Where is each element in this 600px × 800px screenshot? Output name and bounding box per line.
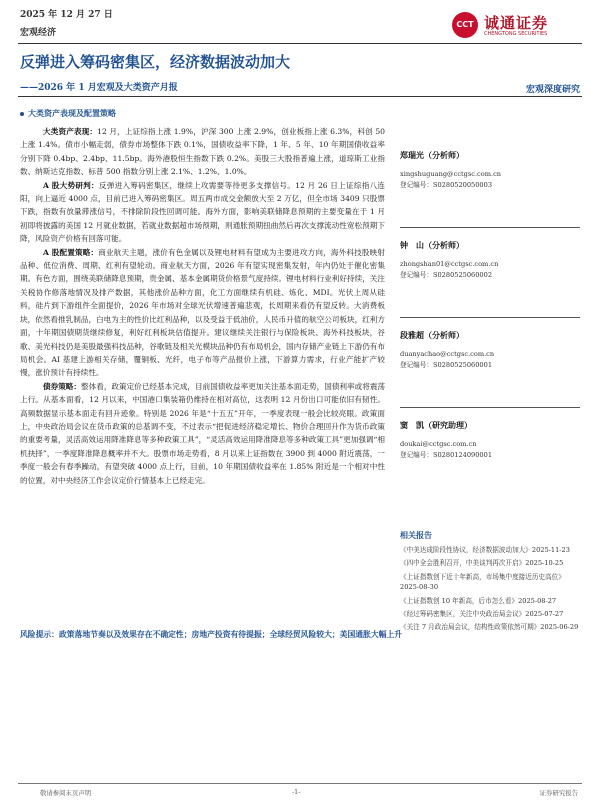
analyst-email[interactable]: xingshuguang@cctgsc.com.cn <box>400 170 502 178</box>
main-content <box>20 108 385 487</box>
related-heading: 相关报告 <box>400 530 432 540</box>
report-date: 2025 年 12 月 27 日 <box>20 10 113 20</box>
paragraph-text: 商业航天主题，涨价有色金属以及锂电材料有望成为主要进攻方向，海外科技股映射品种、低位消费、周期、红利有望轮动。商业航天方面，2026 年有望实现密集发射，年内仍处于催化密集期。有色方面，围绕美联储降息预期，贵金属、基本金属期货价格景气度持续。锂电材料行业利好持续，关注关税协作修落地情况及排产数据，其他涨价品种方面，化工方面继续有机硅、炼化、MDI。光伏上周从硅料，硅片到下游组件全面提价，2026 年市场对全球光伏增速普遍悲观，长周期来看仍有望反转。大消费板块，依然看推乳制品，白电为主的性价比红利品种，以及受益于低油价，人民币升值的航空公司板块，红利方面，十年期国债期货继续修复，利好红利板块估值提升。建议继续关注银行与保险板块、海外科技板块，谷歌、美光科技仍是美股最强科技品种，谷歌链及相关光模块品种仍有布局机会，国内存储产业链上下游仍有布局机会。AI 基建上游相关存储，覆铜板、光纤，电子布等产品报价上涨，下游算力需求，行业产能扩产较慢，涨价预计有持续性。 <box>20 247 385 378</box>
analyst-divider <box>400 407 580 408</box>
analyst-name: 段雅超（分析师） <box>400 330 464 340</box>
paragraph-bond-strategy <box>20 380 385 487</box>
paragraph-lead: A 股大势研判： <box>43 180 99 190</box>
bullet-icon <box>20 112 24 116</box>
analyst-divider <box>400 227 580 228</box>
analyst-registration: 登记编号：S0280124090001 <box>400 450 493 459</box>
header-divider <box>18 43 582 44</box>
related-report-link[interactable]: 《中美达成阶段性协议，经济数据波动加大》2025-11-23 <box>400 546 570 554</box>
analyst-name: 钟 山（分析师） <box>400 240 464 250</box>
paragraph-asset-performance <box>20 125 385 179</box>
related-report-link[interactable]: 《上证指数创 10 年新高，后市怎么看》2025-08-27 <box>400 596 557 605</box>
footer-divider <box>18 783 582 784</box>
risk-warning: 风险提示：政策落地节奏以及效果存在不确定性；房地产投资有待提振；全球经贸风险较大；美国通胀大幅上升 <box>20 630 403 639</box>
paragraph-lead: A 股配置策略： <box>43 247 99 257</box>
paragraph-text: 反弹进入筹码密集区，继续上攻需要等待更多支撑信号。12 月 26 日上证综指八连阳，向上逼近 4000 点，目前已进入筹码密集区。周五两市成交金额放大至 2 万亿，但全市场 3409 只股票下跌，指数有放量滞涨信号，不排除阶段性回调可能。海外方面，影响美联储降息预期的主要变量在于 1 月初即将披露的美国 12 月就业数据，若就业数据超市场预期，则通胀预期扭曲然后再次支撑流动性宽松预期下降，风险资产价格有回落可能。 <box>20 180 385 244</box>
related-report-link[interactable]: 《经过筹码密集区，关注中央政治局会议》2025-07-27 <box>400 610 564 619</box>
footer-label: 证券研究报告 <box>539 789 578 797</box>
section-heading <box>20 108 385 119</box>
report-type: 宏观深度研究 <box>525 85 580 95</box>
analyst-email[interactable]: zhongshan01@cctgsc.com.cn <box>400 260 499 268</box>
related-report-link[interactable]: 《上证指数创下近十年新高，市场集中度接近历史高位》2025-08-30 <box>400 572 565 592</box>
company-logo <box>452 10 562 42</box>
page-number: -1- <box>292 788 301 796</box>
analyst-divider <box>400 317 580 318</box>
analyst-registration: 登记编号：S0280525060001 <box>400 360 493 369</box>
paragraph-text: 12 月，上证综指上涨 1.9%，沪深 300 上涨 2.9%，创业板指上涨 6.3%，科创 50 上涨 1.4%。债市小幅走弱，债券市场整体下跌 0.1%，国债收益率下降，1 年、5 年、10 年期国债收益率分别下降 0.4bp、2.4bp、11.5bp。海外港股恒生指数下跌 0.2%。美股三大股指普遍上涨，道琼斯工业指数、纳斯达克指数、标普 500 指数分别上涨 2.1%、1.2%、1.0%。 <box>20 127 386 177</box>
analyst-email[interactable]: doukai@cctgsc.com.cn <box>400 440 477 448</box>
analyst-name: 窦 凯（研究助理） <box>400 420 472 430</box>
related-report-link[interactable]: 《关注 7 月政治局会议，结构性政策依然可期》2025-06-29 <box>400 623 579 632</box>
report-title: 反弹进入筹码密集区，经济数据波动加大 <box>20 53 291 71</box>
paragraph-a-share-outlook <box>20 179 385 246</box>
analyst-registration: 登记编号：S0280520050003 <box>400 180 493 189</box>
logo-text-cn: 诚通证券 <box>484 14 549 32</box>
logo-mark-icon: CCT <box>452 12 478 38</box>
analyst-email[interactable]: duanyachao@cctgsc.com.cn <box>400 350 495 358</box>
analyst-name: 郑瑞光（分析师） <box>400 150 464 160</box>
report-subtitle: ——2026 年 1 月宏观及大类资产月报 <box>20 83 178 93</box>
paragraph-a-share-strategy <box>20 246 385 380</box>
analyst-card <box>400 150 580 240</box>
analyst-registration: 登记编号：S0280525060002 <box>400 270 493 279</box>
analyst-card <box>400 420 580 510</box>
related-report-link[interactable]: 《四中全会胜利召开，中美谈判再次开启》2025-10-25 <box>400 559 564 568</box>
title-divider <box>18 96 582 97</box>
logo-text-en: CHENGTONG SECURITIES <box>484 31 548 37</box>
analyst-card <box>400 330 580 420</box>
paragraph-text: 整体看，政策定价已经基本完成，目前国债收益率更加关注基本面走势，国债利率或将震荡上行。从基本面看，12 月以来，中国港口集装箱仍维持在相对高位，这表明 12 月份出口可能依旧有韧性。高频数据显示基本面走有回升迹象。特别是 2026 年是“十五五”开年，一季度表现一般会比较亮眼。政策面上，中央政治局会议在货币政策的总基调不变，不过表示“把促进经济稳定增长、物价合理回升作为货币政策的重要考量，灵活高效运用降准降息等多种政策工具”，“灵活高效运用降准降息等多种政策工具”更加强调“相机抉择”，一季度降准降息概率并不大。股票市场走势看，8 月以来上证指数在 3900 到 4000 附近震荡，一季度一般会有春季躁动，有望突破 4000 点上行，目前，10 年期国债收益率在 1.85% 附近是一个相对中性的位置，对中央经济工作会议定价行情基本上已经走完。 <box>20 381 386 485</box>
paragraph-lead: 债券策略： <box>43 381 82 391</box>
related-reports <box>400 530 580 636</box>
report-category: 宏观经济 <box>20 28 57 38</box>
paragraph-lead: 大类资产表现： <box>43 127 98 136</box>
footer-disclaimer: 敬请参阅末页声明 <box>40 789 92 797</box>
analyst-sidebar <box>400 150 580 510</box>
analyst-card <box>400 240 580 330</box>
section-heading-text: 大类资产表现及配置策略 <box>28 108 116 118</box>
